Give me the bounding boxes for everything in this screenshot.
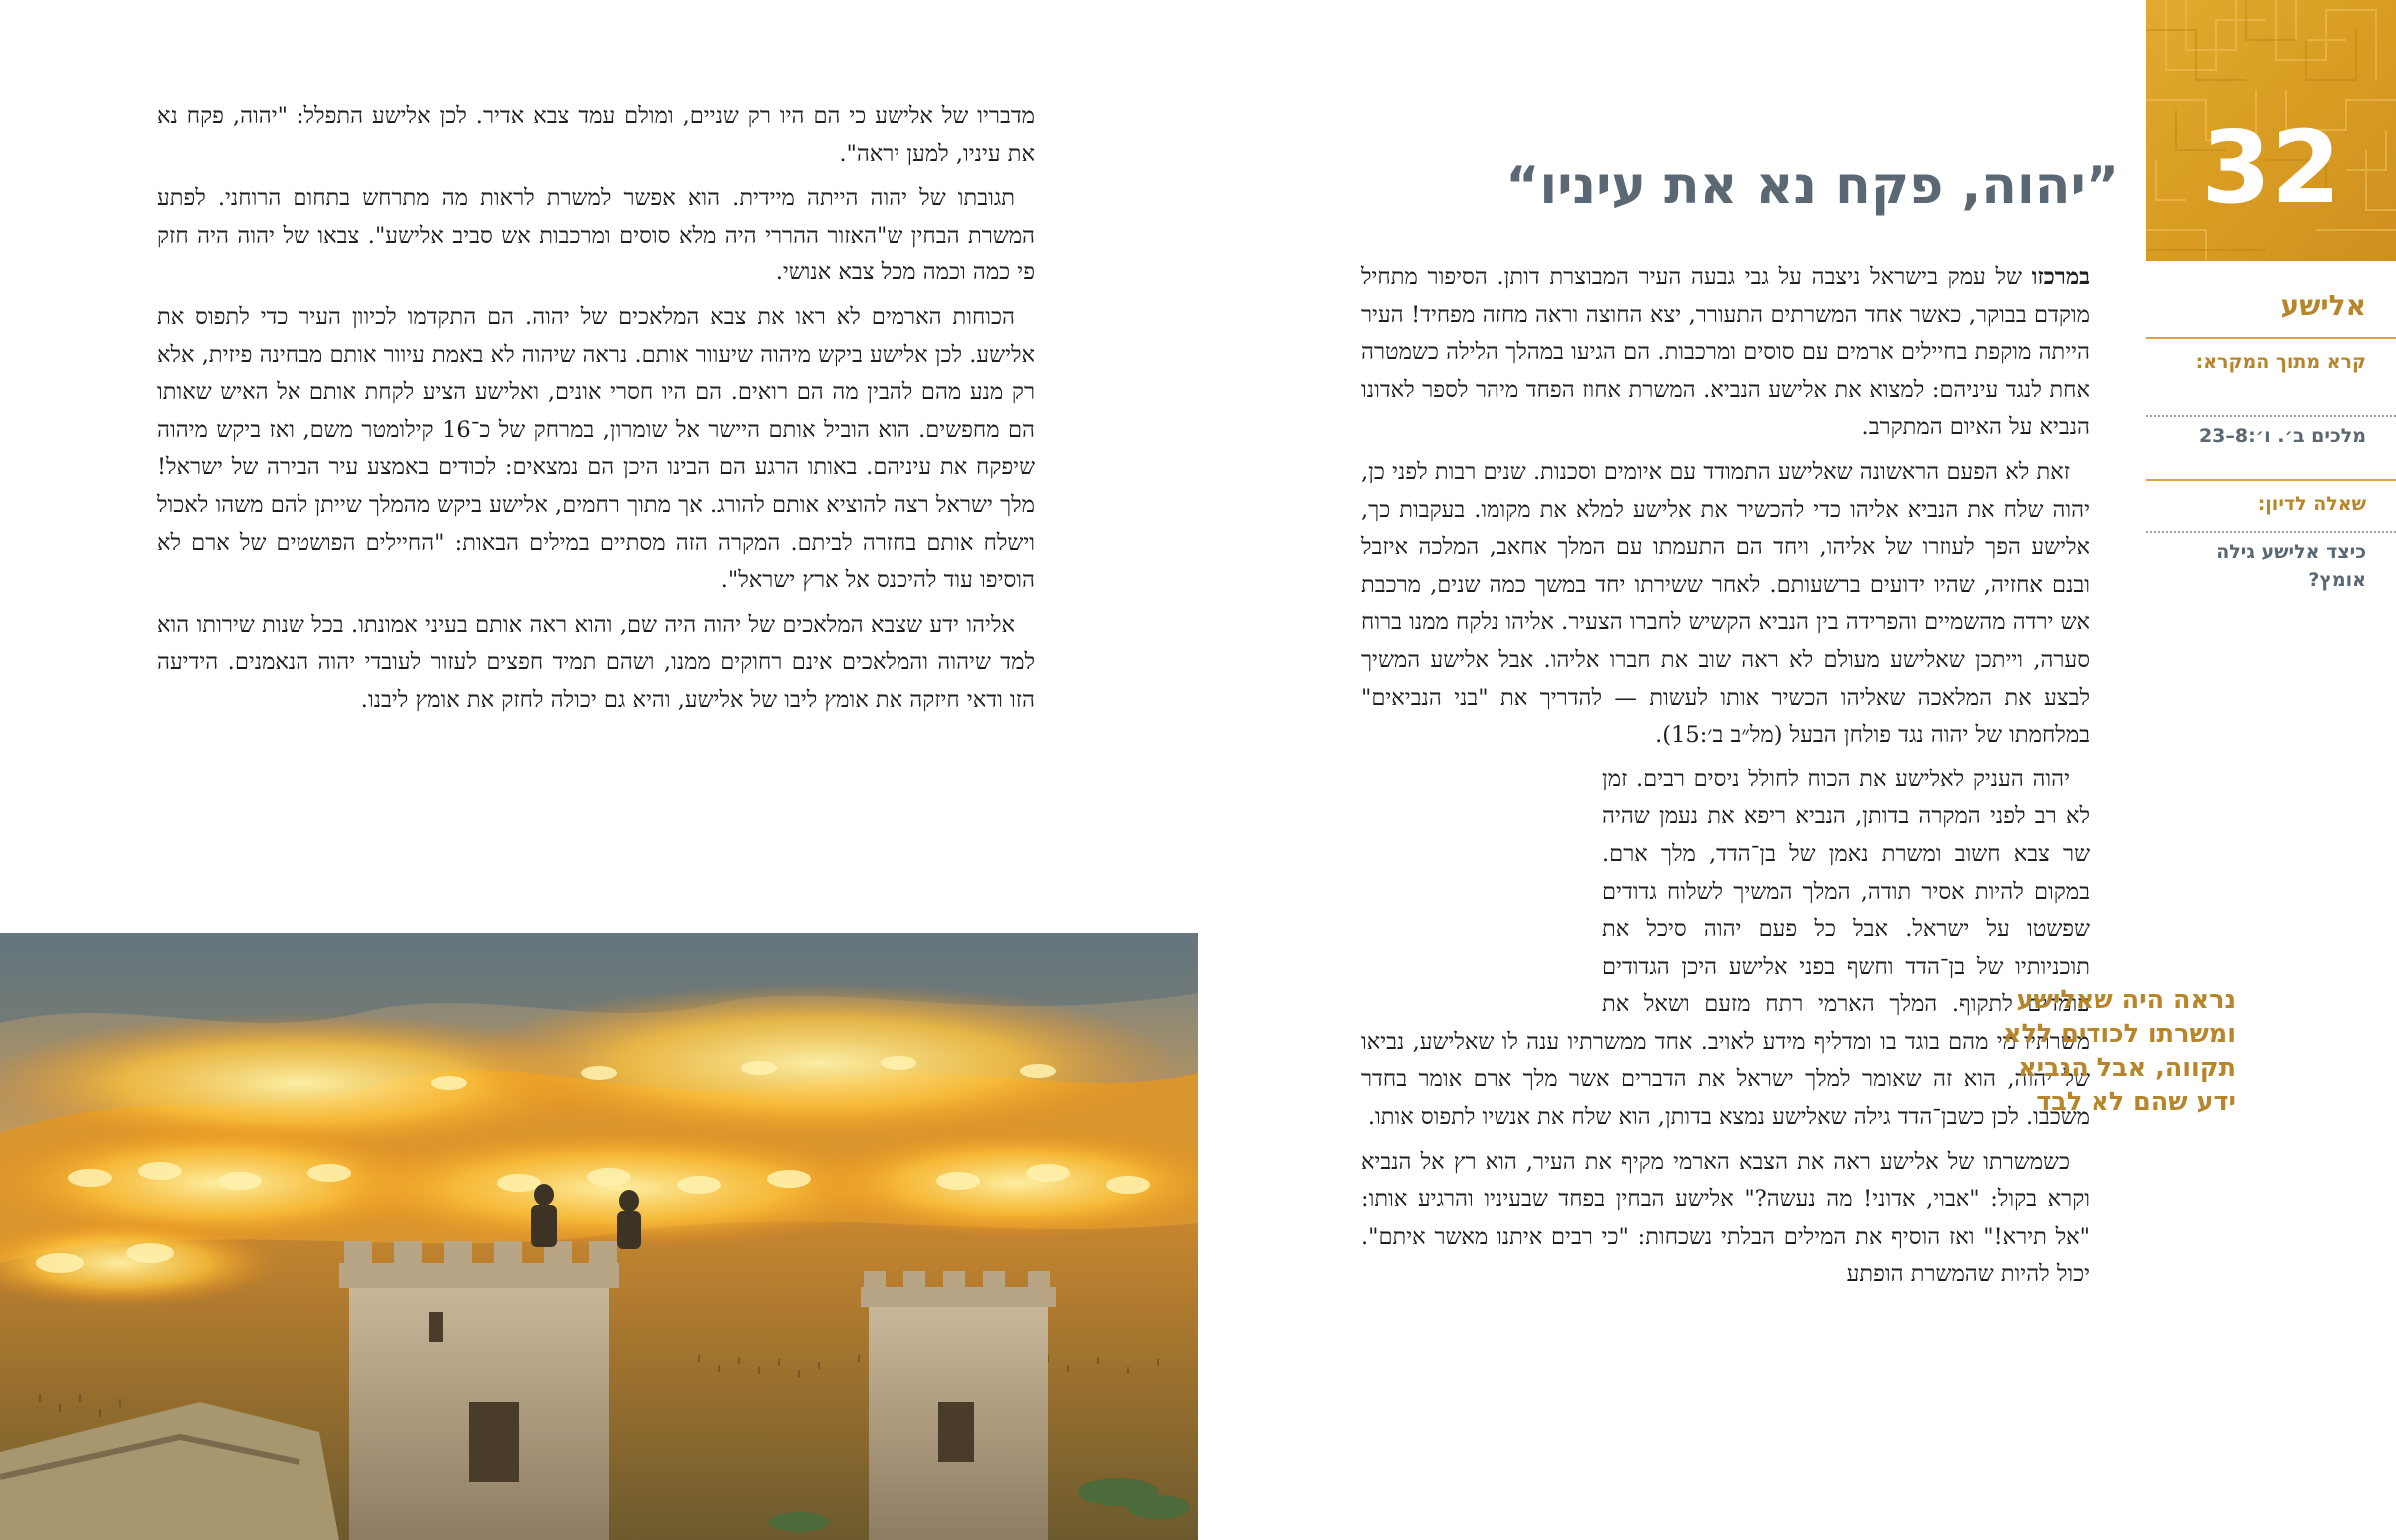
pull-quote: נראה היה שאלישע ומשרתו לכודים ללא תקווה, אבל הנביא ידע שהם לא לבד	[2002, 985, 2236, 1117]
sidebar-divider	[2146, 479, 2396, 481]
reading-reference: מלכים ב׳. ו׳:8–23	[2198, 425, 2366, 447]
chapter-tab	[2146, 0, 2396, 261]
sidebar-dotted-divider	[2146, 531, 2396, 533]
sidebar-dotted-divider	[2146, 415, 2396, 417]
paragraph-text: של עמק בישראל ניצבה על גבי גבעה העיר המבוצרת דותן. הסיפור מתחיל מוקדם בבוקר, כאשר אחד המשרתים התעורר, יצא החוצה וראה מחזה מפחיד! העיר הייתה מוקפת בחיילים ארמים עם סוסים ומרכבות. הם הגיעו במהלך הלילה כשמטרה אחת לנגד עיניהם: למצוא את אלישע הנביא. המשרת אחוז הפחד מיהר לספר לאדונו הנביא על האיום המתקרב.	[1361, 264, 2090, 441]
paragraph: זאת לא הפעם הראשונה שאלישע התמודד עם איומים וסכנות. שנים רבות לפני כן, יהוה שלח את הנביא אליהו כדי להכשיר את אלישע למלא את מקומו. בעקבות כך, אלישע הפך לעוזרו של אליהו, ויחד הם התעמתו עם המלך אחאב, המלכה איזבל ובנם אחזיה, שהיו ידועים ברשעותם. לאחר ששירתו יחד במשך כמה שנים, מרכבת אש ירדה מהשמיים והפרידה בין הנביא הקשיש לחברו הצעיר. אליהו נלקח ממנו ברוח סערה, וייתכן שאלישע מעולם לא ראה שוב את חברו אליהו. אבל אלישע המשיך לבצע את המלאכה שאליהו הכשיר אותו לעשות — להדריך את "בני הנביאים" במלחמתו של יהוה נגד פולחן הבעל (מל״ב ב׳:15).	[1361, 458, 2090, 749]
paragraph: אליהו ידע שצבא המלאכים של יהוה היה שם, והוא ראה אותם בעיני אמונתו. בכל שנות שירותו הוא למד שיהוה והמלאכים אינם רחוקים ממנו, ושהם תמיד חפצים לעזור לעובדי יהוה הנאמנים. הידיעה הזו ודאי חיזקה את אומץ ליבו של אלישע, והיא גם יכולה לחזק את אומץ ליבנו.	[157, 611, 1035, 713]
paragraph-text: יהוה העניק לאלישע את הכוח לחולל ניסים רבים. זמן לא רב לפני המקרה בדותן, הנביא ריפא את נעמן שהיה שר צבא חשוב ומשרת נאמן של בן־הדד, מלך ארם. במקום להיות אסיר תודה, המלך המשיך לשלוח גדודים שפשטו על ישראל. אבל כל פעם יהוה סיכל את תוכניותיו של בן־הדד וחשף בפני אלישע היכן הגדודים עומדים לתקוף. המלך הארמי רתח מזעם ושאל את משרתיו מי מהם בוגד בו ומדליף מידע לאויב. אחד ממשרתיו ענה לו שאלישע, נביאו של יהוה, הוא זה שאומר למלך ישראל את הדברים אשר מלך ארם אומר בחדר משכבו. לכן כשבן־הדד גילה שאלישע נמצא בדותן, הוא שלח את אנשיו לתפוס אותו.	[1361, 766, 2090, 1131]
paragraph	[1361, 762, 2090, 1137]
illustration-graphic	[0, 933, 1198, 1540]
sidebar-name: אלישע	[2280, 289, 2366, 322]
paragraph: הכוחות הארמים לא ראו את צבא המלאכים של יהוה. הם התקדמו לכיוון העיר כדי לתפוס את אלישע. לכן אלישע ביקש מיהוה שיעוור אותם. נראה שיהוה לא באמת עיוור אותם מבחינה פיזית, אלא רק מנע מהם להבין מה הם רואים. הם היו חסרי אונים, ואלישע הציע לקחת אותם אל האיש שאותו הם מחפשים. הוא הוביל אותם היישר אל שומרון, במרחק של כ־16 קילומטר משם, ואז ביקש מיהוה שיפקח את עיניהם. באותו הרגע הם הבינו היכן הם נמצאים: לכודים באמצע עיר הבירה של ישראל! מלך ישראל רצה להוציא אותם להורג. אך מתוך רחמים, אלישע ביקש מהמלך שייתן להם משהו לאכול וישלח אותם בחזרה לביתם. המקרה הזה מסתיים במילים הבאות: "החיילים הפושטים של ארם לא הוסיפו עוד להיכנס אל ארץ ישראל".	[157, 303, 1035, 594]
lead-word: במרכזו	[2031, 264, 2090, 290]
sidebar-divider	[2146, 337, 2396, 339]
body-column-right	[1361, 259, 2090, 1300]
paragraph	[1361, 259, 2090, 447]
chapter-title: ”יהוה, פקח נא את עיניו“	[1505, 156, 2119, 216]
chapter-number: 32	[2201, 109, 2341, 226]
paragraph: מדבריו של אלישע כי הם היו רק שניים, ומולם עמד צבא אדיר. לכן אלישע התפלל: "יהוה, פקח נא את עיניו, למען יראה".	[157, 103, 1035, 167]
body-column-left	[157, 98, 1035, 727]
pull-quote-space	[1381, 762, 1602, 989]
paragraph: תגובתו של יהוה הייתה מיידית. הוא אפשר למשרת לראות מה מתרחש בתחום הרוחני. לפתע המשרת הבחין ש"האזור ההררי היה מלא סוסים ומרכבות אש סביב אלישע". צבאו של יהוה היה חזק פי כמה וכמה מכל צבא אנושי.	[157, 185, 1035, 286]
discussion-question: כיצד אלישע גילה אומץ?	[2216, 541, 2366, 591]
reading-label: קרא מתוך המקרא:	[2195, 351, 2366, 373]
illustration-fiery-army	[0, 933, 1198, 1540]
question-label: שאלה לדיון:	[2257, 493, 2366, 515]
paragraph: כשמשרתו של אלישע ראה את הצבא הארמי מקיף את העיר, הוא רץ אל הנביא וקרא בקול: "אבוי, אדוני! מה נעשה?" אלישע הבחין בפחד שבעיניו והרגיע אותו: "אל תירא!" ואז הוסיף את המילים הבלתי נשכחות: "כי רבים איתנו מאשר איתם". יכול להיות שהמשרת הופתע	[1361, 1148, 2090, 1287]
